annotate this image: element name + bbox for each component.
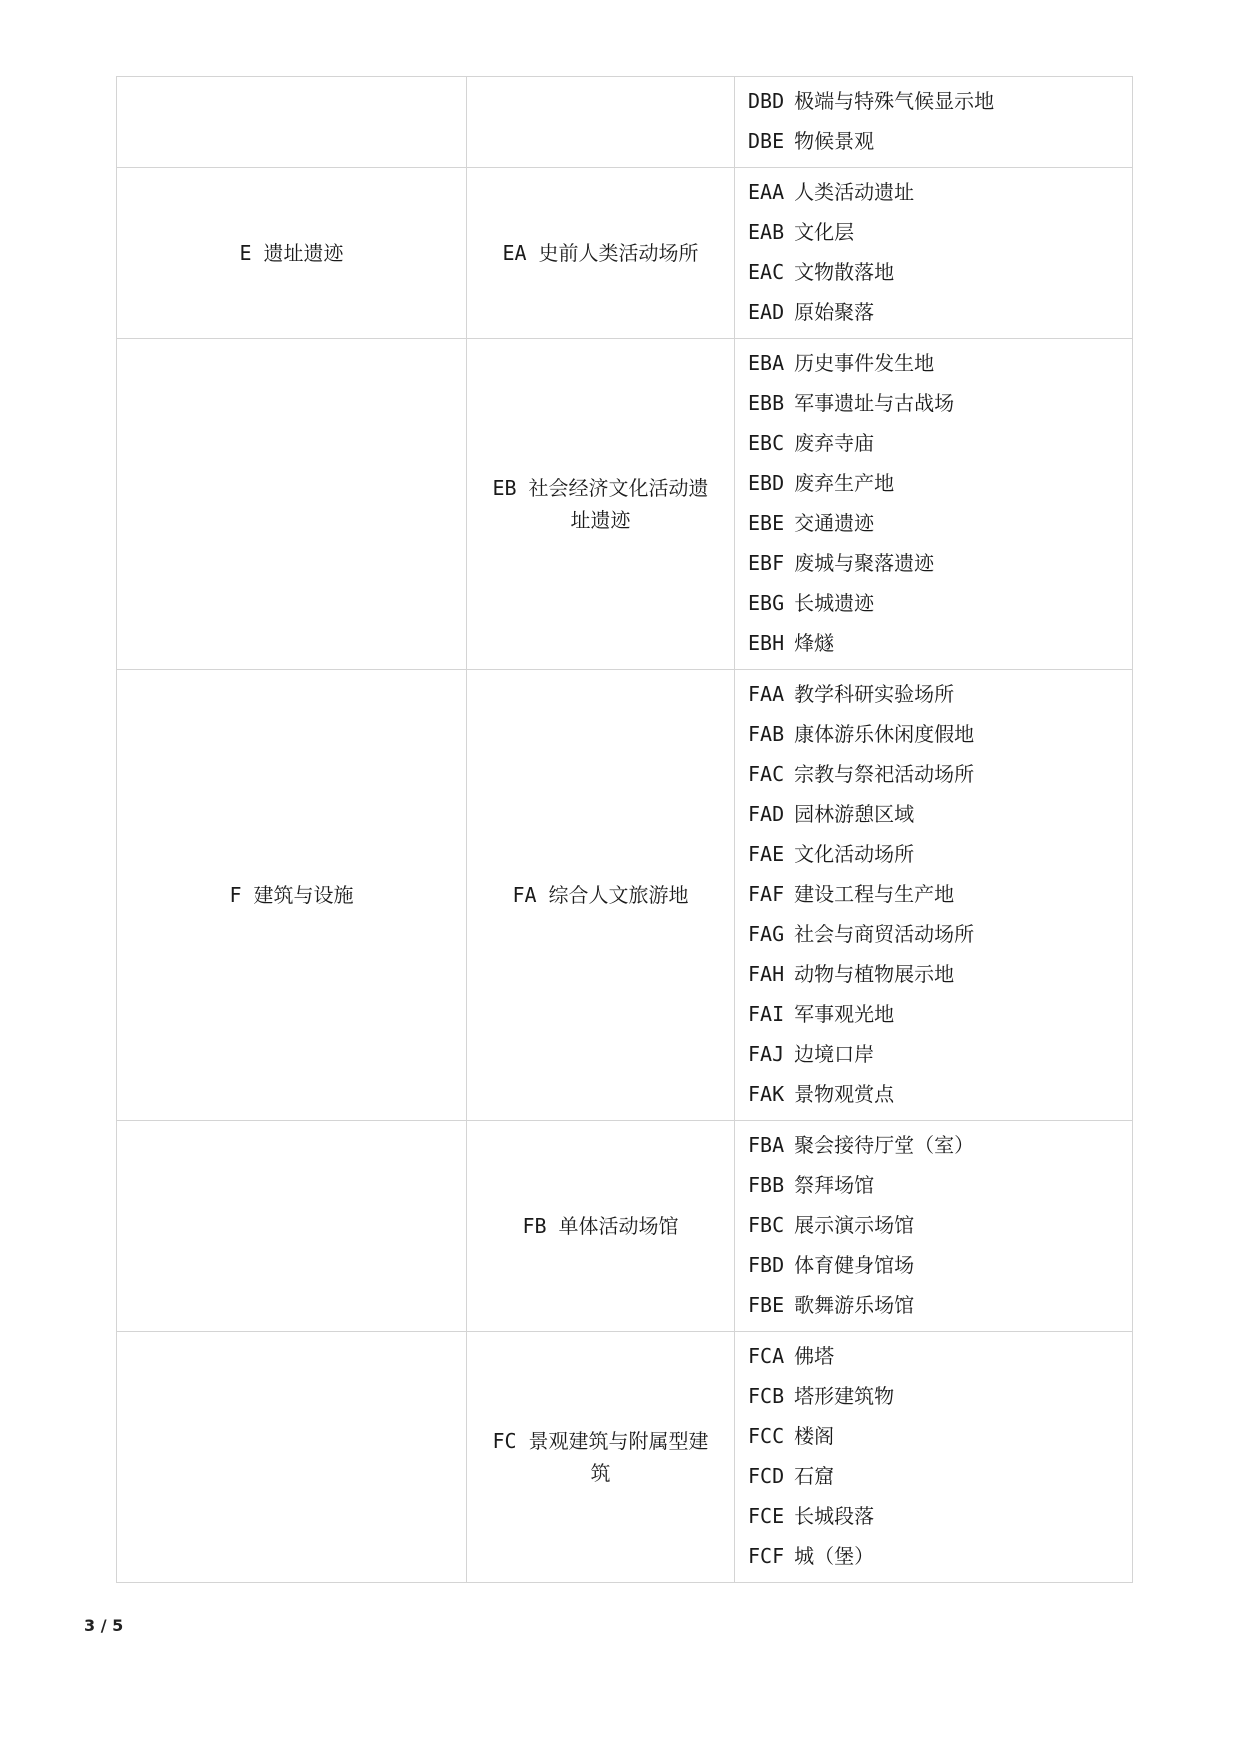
basic-type-name: 体育健身馆场: [794, 1253, 915, 1277]
basic-type-cell: [735, 670, 1133, 1121]
basic-type-cell: [735, 1332, 1133, 1583]
sub-category-cell: EB 社会经济文化活动遗址遗迹: [467, 339, 735, 670]
basic-type-name: 展示演示场馆: [794, 1213, 915, 1237]
basic-type-code: EBF: [748, 551, 785, 575]
basic-type-item: [748, 583, 1132, 623]
basic-type-name: 长城段落: [794, 1504, 875, 1528]
basic-type-code: EBE: [748, 511, 785, 535]
basic-type-name: 康体游乐休闲度假地: [794, 722, 975, 746]
sub-category-cell: FC 景观建筑与附属型建筑: [467, 1332, 735, 1583]
basic-type-code: DBD: [748, 89, 785, 113]
basic-type-item: [748, 383, 1132, 423]
basic-type-item: [748, 1034, 1132, 1074]
basic-type-item: [748, 503, 1132, 543]
basic-type-name: 交通遗迹: [794, 511, 875, 535]
table-row: [117, 1332, 1133, 1583]
basic-type-name: 原始聚落: [794, 300, 875, 324]
basic-type-name: 佛塔: [794, 1344, 835, 1368]
basic-type-code: FBB: [748, 1173, 785, 1197]
basic-type-code: FAC: [748, 762, 785, 786]
basic-type-name: 建设工程与生产地: [794, 882, 955, 906]
basic-type-item: [748, 1074, 1132, 1114]
basic-type-item: [748, 754, 1132, 794]
basic-type-item: [748, 954, 1132, 994]
basic-type-name: 塔形建筑物: [794, 1384, 895, 1408]
basic-type-name: 楼阁: [794, 1424, 835, 1448]
basic-type-name: 社会与商贸活动场所: [794, 922, 975, 946]
page-number: 3 / 5: [84, 1616, 124, 1635]
basic-type-cell: [735, 1121, 1133, 1332]
basic-type-list: [735, 670, 1132, 1120]
basic-type-item: [748, 543, 1132, 583]
basic-type-item: [748, 212, 1132, 252]
basic-type-code: FCE: [748, 1504, 785, 1528]
basic-type-item: [748, 874, 1132, 914]
basic-type-item: [748, 1496, 1132, 1536]
basic-type-code: EBD: [748, 471, 785, 495]
basic-type-code: FBD: [748, 1253, 785, 1277]
basic-type-name: 极端与特殊气候显示地: [794, 89, 995, 113]
basic-type-item: [748, 714, 1132, 754]
basic-type-name: 烽燧: [794, 631, 835, 655]
main-category-cell: [117, 339, 467, 670]
basic-type-name: 聚会接待厅堂（室）: [794, 1133, 975, 1157]
basic-type-name: 文化层: [794, 220, 855, 244]
basic-type-code: FAA: [748, 682, 785, 706]
basic-type-name: 边境口岸: [794, 1042, 875, 1066]
basic-type-cell: [735, 168, 1133, 339]
basic-type-list: [735, 1332, 1132, 1582]
basic-type-code: EAC: [748, 260, 785, 284]
sub-category-cell: [467, 77, 735, 168]
basic-type-item: [748, 623, 1132, 663]
basic-type-code: FCB: [748, 1384, 785, 1408]
basic-type-code: FCD: [748, 1464, 785, 1488]
basic-type-cell: [735, 339, 1133, 670]
basic-type-item: [748, 794, 1132, 834]
sub-category-cell: FB 单体活动场馆: [467, 1121, 735, 1332]
main-category-cell: [117, 77, 467, 168]
basic-type-code: FBE: [748, 1293, 785, 1317]
basic-type-item: [748, 1336, 1132, 1376]
basic-type-name: 军事遗址与古战场: [794, 391, 955, 415]
basic-type-name: 教学科研实验场所: [794, 682, 955, 706]
basic-type-code: FAJ: [748, 1042, 785, 1066]
sub-category-cell: FA 综合人文旅游地: [467, 670, 735, 1121]
basic-type-code: FAK: [748, 1082, 785, 1106]
basic-type-code: EAB: [748, 220, 785, 244]
sub-category-cell: EA 史前人类活动场所: [467, 168, 735, 339]
basic-type-name: 废城与聚落遗迹: [794, 551, 935, 575]
basic-type-list: [735, 77, 1132, 167]
basic-type-item: [748, 1125, 1132, 1165]
basic-type-code: FCC: [748, 1424, 785, 1448]
basic-type-item: [748, 423, 1132, 463]
table-row: [117, 670, 1133, 1121]
table-body: [117, 77, 1133, 1583]
basic-type-name: 祭拜场馆: [794, 1173, 875, 1197]
basic-type-name: 物候景观: [794, 129, 875, 153]
basic-type-item: [748, 1456, 1132, 1496]
basic-type-code: FAF: [748, 882, 785, 906]
basic-type-item: [748, 1536, 1132, 1576]
basic-type-item: [748, 1245, 1132, 1285]
table-row: [117, 168, 1133, 339]
basic-type-name: 军事观光地: [794, 1002, 895, 1026]
basic-type-name: 城（堡）: [794, 1544, 875, 1568]
basic-type-code: EAD: [748, 300, 785, 324]
main-category-cell: [117, 1332, 467, 1583]
table-row: [117, 77, 1133, 168]
basic-type-name: 文物散落地: [794, 260, 895, 284]
basic-type-name: 历史事件发生地: [794, 351, 935, 375]
basic-type-code: EBC: [748, 431, 785, 455]
basic-type-code: FAB: [748, 722, 785, 746]
basic-type-code: FAE: [748, 842, 785, 866]
basic-type-item: [748, 463, 1132, 503]
basic-type-item: [748, 252, 1132, 292]
basic-type-code: FBC: [748, 1213, 785, 1237]
basic-type-cell: [735, 77, 1133, 168]
basic-type-name: 长城遗迹: [794, 591, 875, 615]
basic-type-name: 人类活动遗址: [794, 180, 915, 204]
basic-type-name: 景物观赏点: [794, 1082, 895, 1106]
basic-type-code: FAI: [748, 1002, 785, 1026]
basic-type-name: 废弃生产地: [794, 471, 895, 495]
basic-type-code: DBE: [748, 129, 785, 153]
basic-type-list: [735, 339, 1132, 669]
basic-type-code: FCA: [748, 1344, 785, 1368]
basic-type-item: [748, 121, 1132, 161]
basic-type-item: [748, 1376, 1132, 1416]
table-row: [117, 339, 1133, 670]
main-category-cell: F 建筑与设施: [117, 670, 467, 1121]
basic-type-list: [735, 1121, 1132, 1331]
basic-type-code: EBB: [748, 391, 785, 415]
basic-type-name: 宗教与祭祀活动场所: [794, 762, 975, 786]
main-category-cell: [117, 1121, 467, 1332]
basic-type-item: [748, 994, 1132, 1034]
basic-type-item: [748, 914, 1132, 954]
basic-type-name: 石窟: [794, 1464, 835, 1488]
basic-type-code: FAH: [748, 962, 785, 986]
basic-type-code: EAA: [748, 180, 785, 204]
basic-type-code: FBA: [748, 1133, 785, 1157]
basic-type-name: 园林游憩区域: [794, 802, 915, 826]
basic-type-name: 歌舞游乐场馆: [794, 1293, 915, 1317]
basic-type-item: [748, 81, 1132, 121]
basic-type-code: FCF: [748, 1544, 785, 1568]
basic-type-code: FAD: [748, 802, 785, 826]
basic-type-item: [748, 834, 1132, 874]
basic-type-code: FAG: [748, 922, 785, 946]
main-category-cell: E 遗址遗迹: [117, 168, 467, 339]
basic-type-code: EBH: [748, 631, 785, 655]
table-row: [117, 1121, 1133, 1332]
basic-type-list: [735, 168, 1132, 338]
basic-type-name: 动物与植物展示地: [794, 962, 955, 986]
basic-type-item: [748, 1285, 1132, 1325]
classification-table: [116, 76, 1133, 1583]
basic-type-item: [748, 1205, 1132, 1245]
basic-type-item: [748, 343, 1132, 383]
basic-type-item: [748, 292, 1132, 332]
basic-type-item: [748, 1165, 1132, 1205]
basic-type-name: 文化活动场所: [794, 842, 915, 866]
basic-type-item: [748, 674, 1132, 714]
basic-type-name: 废弃寺庙: [794, 431, 875, 455]
basic-type-item: [748, 1416, 1132, 1456]
basic-type-code: EBG: [748, 591, 785, 615]
basic-type-code: EBA: [748, 351, 785, 375]
basic-type-item: [748, 172, 1132, 212]
